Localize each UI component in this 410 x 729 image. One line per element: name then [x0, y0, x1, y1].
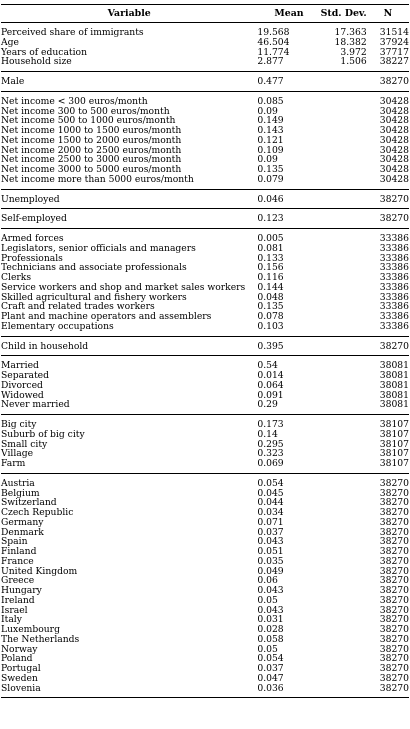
- cell-std-dev: [321, 528, 367, 538]
- cell-std-dev: [321, 126, 367, 136]
- cell-std-dev: [321, 356, 367, 371]
- cell-variable: Service workers and shop and market sales workers: [1, 281, 246, 293]
- column-header-std-dev: Std. Dev.: [321, 5, 367, 23]
- table-row: [1, 489, 409, 499]
- cell-std-dev: [321, 576, 367, 586]
- cell-n: 38270: [379, 604, 409, 616]
- cell-std-dev: [321, 518, 367, 528]
- cell-std-dev: [321, 547, 367, 557]
- cell-std-dev: [321, 567, 367, 577]
- summary-statistics-table: [1, 4, 409, 698]
- cell-std-dev: [321, 322, 367, 336]
- cell-mean: 0.121: [257, 134, 284, 146]
- cell-variable: Self-employed: [1, 209, 257, 229]
- cell-std-dev: [321, 209, 367, 229]
- table-row: [1, 459, 409, 473]
- cell-std-dev: [321, 645, 367, 655]
- cell-std-dev: [321, 107, 367, 117]
- cell-variable: Clerks: [1, 272, 32, 283]
- cell-mean: 0.116: [257, 272, 284, 283]
- cell-mean: 0.06: [257, 575, 278, 587]
- table-row: [1, 528, 409, 538]
- cell-n: 30428: [379, 125, 409, 136]
- cell-n: 38270: [379, 546, 409, 557]
- cell-std-dev: 18.382: [334, 36, 367, 48]
- cell-mean: 0.143: [257, 125, 284, 136]
- cell-mean: 0.071: [257, 516, 284, 528]
- cell-variable: Portugal: [1, 663, 41, 674]
- cell-std-dev: [321, 596, 367, 606]
- cell-n: 30428: [379, 144, 409, 156]
- cell-variable: Israel: [1, 604, 28, 616]
- cell-mean: 0.078: [257, 311, 284, 322]
- cell-n: 33386: [379, 242, 409, 254]
- cell-variable: The Netherlands: [1, 633, 80, 645]
- cell-n: 30428: [379, 115, 409, 127]
- cell-mean: 0.047: [257, 672, 284, 684]
- cell-std-dev: [321, 244, 367, 254]
- table-row: [1, 537, 409, 547]
- cell-std-dev: [321, 473, 367, 488]
- cell-n: 38270: [379, 575, 409, 587]
- table-body: [1, 23, 409, 698]
- table-row: [1, 615, 409, 625]
- cell-n: 38270: [379, 663, 409, 674]
- cell-mean: 0.135: [257, 301, 284, 313]
- table-row: [1, 645, 409, 655]
- table-row: [1, 654, 409, 664]
- table-row: [1, 606, 409, 616]
- cell-variable: Net income 2000 to 2500 euros/month: [1, 144, 182, 156]
- cell-n: 38270: [379, 477, 409, 489]
- cell-std-dev: 3.972: [340, 46, 367, 58]
- cell-mean: 0.054: [257, 653, 284, 665]
- column-header-mean: Mean: [257, 5, 320, 23]
- cell-n: 38081: [379, 389, 409, 401]
- cell-n: 30428: [379, 164, 409, 175]
- cell-variable: Village: [1, 448, 34, 460]
- cell-n: 38270: [379, 643, 409, 655]
- table-row: [1, 567, 409, 577]
- table-row: [1, 371, 409, 381]
- cell-std-dev: [321, 449, 367, 459]
- cell-std-dev: [321, 415, 367, 430]
- cell-variable: Luxembourg: [1, 624, 60, 635]
- cell-variable: Ireland: [1, 594, 35, 606]
- table-row: [1, 322, 409, 336]
- cell-mean: 0.14: [257, 428, 278, 440]
- cell-std-dev: [321, 155, 367, 165]
- cell-n: 38270: [379, 614, 409, 626]
- cell-variable: Widowed: [1, 389, 44, 401]
- cell-variable: Net income 300 to 500 euros/month: [1, 105, 170, 117]
- cell-mean: 0.295: [257, 438, 284, 450]
- cell-n: 38227: [367, 57, 409, 71]
- table-row: [1, 57, 409, 71]
- cell-n: 38081: [379, 379, 409, 391]
- cell-n: 38270: [367, 336, 409, 356]
- cell-std-dev: [321, 72, 367, 92]
- cell-mean: 0.079: [257, 175, 320, 189]
- cell-variable: Net income 500 to 1000 euros/month: [1, 115, 176, 127]
- cell-n: 38107: [379, 428, 409, 440]
- cell-mean: 0.05: [257, 594, 278, 606]
- cell-mean: 0.069: [257, 459, 320, 473]
- table-row: [1, 23, 409, 38]
- table-row: [1, 586, 409, 596]
- cell-std-dev: [321, 254, 367, 264]
- cell-variable: Big city: [1, 419, 37, 430]
- cell-std-dev: 1.506: [321, 57, 367, 71]
- cell-n: 38270: [379, 585, 409, 596]
- cell-n: 38270: [379, 516, 409, 528]
- cell-n: 30428: [379, 105, 409, 117]
- table-row: [1, 263, 409, 273]
- table-row: [1, 684, 409, 698]
- cell-n: 38081: [367, 400, 409, 414]
- cell-n: 37924: [379, 36, 409, 48]
- cell-mean: 0.028: [257, 624, 284, 635]
- cell-n: 38107: [367, 459, 409, 473]
- cell-variable: Legislators, senior officials and managers: [1, 242, 196, 254]
- cell-mean: 0.035: [257, 555, 284, 567]
- cell-n: 38270: [379, 497, 409, 509]
- cell-std-dev: [321, 557, 367, 567]
- cell-mean: 0.133: [257, 252, 284, 264]
- cell-std-dev: [321, 635, 367, 645]
- cell-mean: 0.081: [257, 242, 284, 254]
- cell-mean: 0.109: [257, 144, 284, 156]
- cell-mean: 2.877: [257, 57, 320, 71]
- table-row: [1, 189, 409, 209]
- cell-mean: 0.005: [257, 233, 284, 244]
- cell-mean: 0.043: [257, 536, 284, 548]
- cell-n: 38270: [379, 555, 409, 567]
- cell-variable: Technicians and associate professionals: [1, 262, 187, 274]
- cell-mean: 0.54: [257, 360, 278, 372]
- cell-variable: Germany: [1, 516, 44, 528]
- cell-n: 38270: [379, 594, 409, 606]
- cell-n: 38270: [379, 624, 409, 635]
- cell-n: 33386: [379, 272, 409, 283]
- cell-n: 38107: [379, 448, 409, 460]
- cell-variable: Craft and related trades workers: [1, 301, 155, 313]
- cell-mean: 0.051: [257, 546, 284, 557]
- cell-mean: 0.144: [257, 281, 284, 293]
- table-row: [1, 449, 409, 459]
- cell-mean: 0.043: [257, 585, 284, 596]
- table-row: [1, 175, 409, 189]
- cell-variable: Net income 1500 to 2000 euros/month: [1, 134, 182, 146]
- cell-std-dev: [321, 508, 367, 518]
- cell-n: 38270: [367, 72, 409, 92]
- table-row: [1, 400, 409, 414]
- table-row: [1, 229, 409, 244]
- table-row: [1, 596, 409, 606]
- cell-variable: Net income < 300 euros/month: [1, 95, 148, 107]
- cell-mean: 0.323: [257, 448, 284, 460]
- cell-mean: 0.156: [257, 262, 284, 274]
- cell-n: 38081: [379, 360, 409, 372]
- cell-n: 30428: [379, 154, 409, 166]
- cell-std-dev: [321, 625, 367, 635]
- cell-mean: 0.014: [257, 370, 284, 381]
- cell-variable: Poland: [1, 653, 33, 665]
- cell-variable: France: [1, 555, 34, 567]
- cell-variable: Elementary occupations: [1, 322, 257, 336]
- cell-n: 38270: [379, 633, 409, 645]
- cell-variable: Professionals: [1, 252, 63, 264]
- table-row: [1, 508, 409, 518]
- cell-variable: Skilled agricultural and fishery workers: [1, 291, 187, 303]
- cell-variable: Sweden: [1, 672, 38, 684]
- cell-std-dev: [321, 189, 367, 209]
- table-row: [1, 381, 409, 391]
- cell-variable: Plant and machine operators and assemblers: [1, 311, 212, 322]
- table-row: [1, 440, 409, 450]
- cell-mean: 0.085: [257, 95, 284, 107]
- cell-n: 30428: [379, 134, 409, 146]
- cell-n: 31514: [379, 27, 409, 38]
- cell-variable: Small city: [1, 438, 48, 450]
- cell-n: 30428: [367, 175, 409, 189]
- cell-n: 38107: [379, 438, 409, 450]
- cell-n: 38107: [379, 419, 409, 430]
- table-row: [1, 209, 409, 229]
- cell-variable: Greece: [1, 575, 35, 587]
- table-row: [1, 473, 409, 488]
- cell-std-dev: [321, 381, 367, 391]
- cell-std-dev: [321, 165, 367, 175]
- cell-mean: 0.054: [257, 477, 284, 489]
- cell-std-dev: [321, 684, 367, 698]
- cell-mean: 0.036: [257, 684, 320, 698]
- cell-variable: Norway: [1, 643, 38, 655]
- cell-n: 33386: [379, 301, 409, 313]
- column-header-variable: Variable: [1, 5, 257, 23]
- cell-std-dev: [321, 586, 367, 596]
- cell-mean: 11.774: [257, 46, 290, 58]
- cell-std-dev: [321, 175, 367, 189]
- cell-std-dev: [321, 537, 367, 547]
- cell-mean: 0.049: [257, 565, 284, 577]
- cell-n: 38270: [379, 536, 409, 548]
- cell-std-dev: [321, 615, 367, 625]
- cell-variable: Separated: [1, 370, 49, 381]
- cell-variable: Finland: [1, 546, 37, 557]
- cell-std-dev: [321, 116, 367, 126]
- cell-variable: Perceived share of immigrants: [1, 27, 144, 38]
- cell-variable: Unemployed: [1, 189, 257, 209]
- cell-variable: Married: [1, 360, 39, 372]
- cell-mean: 0.395: [257, 336, 320, 356]
- cell-std-dev: [321, 229, 367, 244]
- cell-n: 33386: [379, 262, 409, 274]
- cell-variable: Household size: [1, 57, 257, 71]
- cell-variable: Czech Republic: [1, 507, 74, 518]
- cell-mean: 0.048: [257, 291, 284, 303]
- cell-std-dev: [321, 489, 367, 499]
- cell-mean: 0.123: [257, 209, 320, 229]
- cell-variable: Net income 3000 to 5000 euros/month: [1, 164, 182, 175]
- cell-n: 33386: [379, 311, 409, 322]
- cell-n: 33386: [379, 281, 409, 293]
- cell-mean: 0.043: [257, 604, 284, 616]
- cell-n: 37717: [379, 46, 409, 58]
- cell-mean: 0.058: [257, 633, 284, 645]
- table-row: [1, 91, 409, 106]
- cell-mean: 0.09: [257, 105, 278, 117]
- cell-variable: Armed forces: [1, 233, 64, 244]
- cell-std-dev: [321, 293, 367, 303]
- cell-variable: Spain: [1, 536, 28, 548]
- cell-mean: 0.103: [257, 322, 320, 336]
- cell-mean: 0.037: [257, 663, 284, 674]
- cell-n: 38270: [367, 209, 409, 229]
- cell-std-dev: [321, 664, 367, 674]
- cell-std-dev: [321, 430, 367, 440]
- cell-variable: Male: [1, 72, 257, 92]
- cell-mean: 0.044: [257, 497, 284, 509]
- cell-std-dev: [321, 302, 367, 312]
- cell-n: 33386: [379, 252, 409, 264]
- cell-variable: Hungary: [1, 585, 42, 596]
- cell-mean: 0.034: [257, 507, 284, 518]
- cell-n: 38270: [379, 487, 409, 499]
- cell-variable: Suburb of big city: [1, 428, 85, 440]
- cell-std-dev: [321, 371, 367, 381]
- cell-std-dev: [321, 273, 367, 283]
- cell-variable: Net income more than 5000 euros/month: [1, 175, 257, 189]
- cell-variable: Years of education: [1, 46, 87, 58]
- cell-n: 33386: [379, 233, 409, 244]
- cell-n: 38270: [379, 672, 409, 684]
- cell-variable: Never married: [1, 400, 257, 414]
- cell-n: 38270: [367, 684, 409, 698]
- cell-n: 38270: [379, 507, 409, 518]
- cell-variable: Divorced: [1, 379, 43, 391]
- cell-variable: Slovenia: [1, 684, 257, 698]
- cell-std-dev: [321, 263, 367, 273]
- column-header-n: N: [367, 5, 409, 23]
- cell-mean: 0.091: [257, 389, 284, 401]
- cell-variable: Switzerland: [1, 497, 57, 509]
- cell-n: 33386: [379, 291, 409, 303]
- cell-n: 38081: [379, 370, 409, 381]
- cell-std-dev: [321, 312, 367, 322]
- cell-variable: United Kingdom: [1, 565, 78, 577]
- cell-mean: 0.29: [257, 400, 320, 414]
- cell-variable: Austria: [1, 477, 35, 489]
- cell-mean: 0.05: [257, 643, 278, 655]
- table-row: [1, 72, 409, 92]
- cell-std-dev: [321, 606, 367, 616]
- cell-std-dev: [321, 391, 367, 401]
- cell-mean: 46.504: [257, 36, 290, 48]
- cell-mean: 0.046: [257, 189, 320, 209]
- table-header-row: [1, 5, 409, 23]
- cell-std-dev: [321, 440, 367, 450]
- cell-mean: 19.568: [257, 27, 290, 38]
- cell-variable: Net income 1000 to 1500 euros/month: [1, 125, 182, 136]
- cell-n: 38270: [379, 653, 409, 665]
- cell-mean: 0.031: [257, 614, 284, 626]
- cell-mean: 0.064: [257, 379, 284, 391]
- table-row: [1, 356, 409, 371]
- table-row: [1, 576, 409, 586]
- table-row: [1, 415, 409, 430]
- cell-std-dev: [321, 498, 367, 508]
- cell-variable: Denmark: [1, 526, 44, 538]
- cell-std-dev: [321, 336, 367, 356]
- cell-variable: Farm: [1, 459, 257, 473]
- cell-n: 33386: [367, 322, 409, 336]
- cell-mean: 0.037: [257, 526, 284, 538]
- cell-std-dev: [321, 283, 367, 293]
- cell-variable: Child in household: [1, 336, 257, 356]
- cell-mean: 0.173: [257, 419, 284, 430]
- cell-mean: 0.045: [257, 487, 284, 499]
- cell-mean: 0.09: [257, 154, 278, 166]
- cell-std-dev: [321, 459, 367, 473]
- cell-n: 30428: [379, 95, 409, 107]
- cell-variable: Age: [1, 36, 19, 48]
- cell-variable: Italy: [1, 614, 22, 626]
- cell-variable: Belgium: [1, 487, 40, 499]
- cell-n: 38270: [379, 565, 409, 577]
- cell-std-dev: [321, 146, 367, 156]
- cell-std-dev: [321, 91, 367, 106]
- cell-mean: 0.477: [257, 72, 320, 92]
- cell-std-dev: [321, 654, 367, 664]
- cell-n: 38270: [367, 189, 409, 209]
- cell-mean: 0.135: [257, 164, 284, 175]
- cell-std-dev: [321, 674, 367, 684]
- table-row: [1, 674, 409, 684]
- table-row: [1, 547, 409, 557]
- cell-mean: 0.149: [257, 115, 284, 127]
- cell-n: 38270: [379, 526, 409, 538]
- cell-std-dev: 17.363: [334, 27, 367, 38]
- table-row: [1, 664, 409, 674]
- table-row: [1, 635, 409, 645]
- table-row: [1, 430, 409, 440]
- table-row: [1, 336, 409, 356]
- cell-std-dev: [321, 136, 367, 146]
- table-row: [1, 518, 409, 528]
- cell-std-dev: [321, 400, 367, 414]
- cell-variable: Net income 2500 to 3000 euros/month: [1, 154, 182, 166]
